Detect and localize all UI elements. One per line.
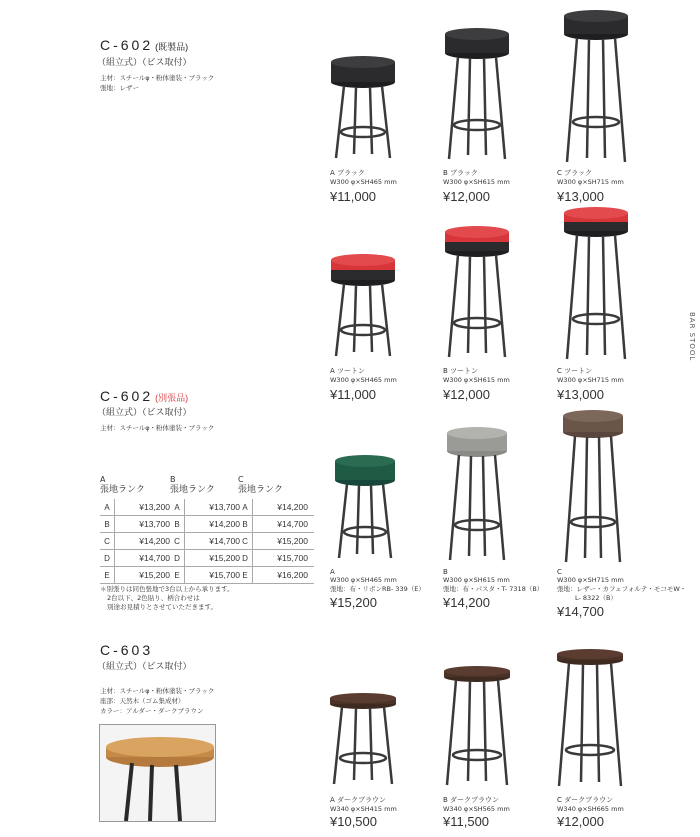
variant-name: B ダークブラウン xyxy=(443,796,500,804)
rank-letter: C xyxy=(238,475,244,484)
variant-letter: A xyxy=(330,568,335,576)
rank-price-cell: ¥14,700 xyxy=(253,516,315,533)
rank-letter-cell: B xyxy=(100,516,115,533)
table-row xyxy=(238,550,314,567)
caption-black-b xyxy=(443,168,510,204)
table-row xyxy=(170,516,246,533)
table-row xyxy=(238,499,314,516)
rank-letter-cell: B xyxy=(170,516,185,533)
material-text: 主材：スチールφ・粉体塗装・ブラック xyxy=(100,74,215,82)
rank-letter: B xyxy=(170,475,176,484)
caption-wood-c xyxy=(557,795,624,829)
variant-price: ¥14,200 xyxy=(443,595,490,610)
rank-letter-cell: E xyxy=(238,567,253,584)
rank-price-cell: ¥14,700 xyxy=(115,550,177,567)
rank-letter-cell: D xyxy=(100,550,115,567)
assembly-text: （組立式）（ビス取付） xyxy=(97,58,192,68)
rank-price-cell: ¥14,200 xyxy=(185,516,247,533)
stool-image-twotone-a xyxy=(328,252,398,362)
caption-twotone-b xyxy=(443,366,510,402)
variant-dims: W300 φ×SH615 mm xyxy=(443,576,510,584)
variant-dims: W300 φ×SH715 mm xyxy=(557,178,624,186)
variant-dims: W300 φ×SH465 mm xyxy=(330,376,397,384)
model-number: C-602 xyxy=(100,388,154,404)
rank-letter: A xyxy=(100,475,106,484)
rank-table xyxy=(238,499,314,584)
variant-name: B ツートン xyxy=(443,367,479,375)
caption-custom-c xyxy=(557,568,687,619)
variant-price: ¥13,000 xyxy=(557,387,604,402)
rank-label: 張地ランク xyxy=(170,485,215,495)
variant-dims: W300 φ×SH465 mm xyxy=(330,178,397,186)
rank-price-cell: ¥13,700 xyxy=(115,516,177,533)
variant-price: ¥14,700 xyxy=(557,604,604,619)
seat-text: 座部：天然木（ゴム集成材） xyxy=(100,697,185,705)
rank-letter-cell: A xyxy=(100,499,115,516)
side-label: BAR STOOL xyxy=(688,312,696,362)
rank-group-c xyxy=(238,475,314,584)
table-row xyxy=(100,499,176,516)
custom-note xyxy=(100,585,234,612)
caption-wood-b xyxy=(443,795,510,829)
rank-table xyxy=(170,499,246,584)
stool-image-twotone-b xyxy=(442,225,512,362)
variant-name: C ツートン xyxy=(557,367,593,375)
rank-price-cell: ¥14,200 xyxy=(115,533,177,550)
table-row xyxy=(238,516,314,533)
variant-letter: B xyxy=(443,568,448,576)
rank-group-a xyxy=(100,475,176,584)
table-row xyxy=(100,516,176,533)
variant-price: ¥11,000 xyxy=(330,189,377,204)
rank-table xyxy=(100,499,176,584)
rank-label: 張地ランク xyxy=(238,485,283,495)
variant-dims: W300 φ×SH715 mm xyxy=(557,376,624,384)
stool-image-brown-c xyxy=(560,410,626,566)
caption-twotone-a xyxy=(330,366,397,402)
rank-price-cell: ¥16,200 xyxy=(253,567,315,584)
assembly-text: （組立式）（ビス取付） xyxy=(97,408,192,418)
variant-dims: W300 φ×SH615 mm xyxy=(443,376,510,384)
caption-wood-a xyxy=(330,795,397,829)
stool-image-wood-b xyxy=(442,663,512,789)
material-text: 主材：スチールφ・粉体塗装・ブラック xyxy=(100,424,215,432)
rank-letter-cell: E xyxy=(100,567,115,584)
stool-image-black-b xyxy=(442,27,512,164)
variant-name: A ツートン xyxy=(330,367,366,375)
variant-price: ¥11,500 xyxy=(443,814,490,829)
caption-twotone-c xyxy=(557,366,624,402)
caption-black-a xyxy=(330,168,397,204)
variant-fabric: 張地：レザー・カフェフォルテ・モコモW・ xyxy=(557,585,687,593)
model-number: C-602 xyxy=(100,37,154,53)
rank-letter-cell: C xyxy=(170,533,185,550)
rank-price-cell: ¥15,200 xyxy=(185,550,247,567)
stool-image-wood-c xyxy=(554,646,626,790)
variant-dims: W300 φ×SH615 mm xyxy=(443,178,510,186)
rank-price-cell: ¥14,200 xyxy=(253,499,315,516)
table-row xyxy=(100,533,176,550)
rank-price-cell: ¥15,200 xyxy=(115,567,177,584)
caption-custom-a xyxy=(330,568,425,610)
table-row xyxy=(170,550,246,567)
rank-letter-cell: A xyxy=(238,499,253,516)
upholstery-text: 張地：レザー xyxy=(100,84,139,92)
caption-custom-b xyxy=(443,568,543,610)
variant-fabric: 張地：布・リボンRB- 339（E） xyxy=(330,585,425,593)
rank-price-cell: ¥15,700 xyxy=(185,567,247,584)
rank-letter-cell: C xyxy=(238,533,253,550)
stool-image-twotone-c xyxy=(560,207,632,363)
variant-price: ¥15,200 xyxy=(330,595,377,610)
variant-dims: W300 φ×SH465 mm xyxy=(330,576,397,584)
model-title-c602-custom xyxy=(100,388,188,404)
stool-image-black-c xyxy=(560,10,632,166)
variant-price: ¥10,500 xyxy=(330,814,377,829)
table-row xyxy=(170,533,246,550)
variant-price: ¥11,000 xyxy=(330,387,377,402)
model-kind: (別張品) xyxy=(155,393,189,403)
note-line: 2台以下、2色貼り、柄合わせは xyxy=(107,594,200,602)
variant-price: ¥12,000 xyxy=(557,814,604,829)
rank-price-cell: ¥15,700 xyxy=(253,550,315,567)
model-kind: (既製品) xyxy=(155,42,189,52)
note-line: ＊別張りは同色張地で3台以上から承ります。 xyxy=(100,585,234,593)
table-row xyxy=(238,533,314,550)
variant-name: A ブラック xyxy=(330,169,365,177)
variant-letter: C xyxy=(557,568,562,576)
rank-letter-cell: C xyxy=(100,533,115,550)
rank-label: 張地ランク xyxy=(100,485,145,495)
stool-image-green-a xyxy=(332,452,398,564)
rank-letter-cell: A xyxy=(170,499,185,516)
model-title-c602-ready xyxy=(100,37,188,53)
variant-price: ¥12,000 xyxy=(443,387,490,402)
rank-letter-cell: E xyxy=(170,567,185,584)
variant-name: C ブラック xyxy=(557,169,592,177)
color-text: カラー：アルダー・ダークブラウン xyxy=(100,707,204,715)
model-title-c603: C-603 xyxy=(100,642,154,658)
rank-letter-cell: D xyxy=(170,550,185,567)
variant-name: B ブラック xyxy=(443,169,478,177)
table-row xyxy=(170,499,246,516)
variant-price: ¥12,000 xyxy=(443,189,490,204)
table-row xyxy=(238,567,314,584)
rank-price-cell: ¥13,200 xyxy=(115,499,177,516)
rank-price-cell: ¥14,700 xyxy=(185,533,247,550)
variant-dims: W340 φ×SH565 mm xyxy=(443,805,510,813)
variant-fabric-cont: L- 8322（B） xyxy=(575,594,617,602)
rank-letter-cell: B xyxy=(238,516,253,533)
rank-price-cell: ¥15,200 xyxy=(253,533,315,550)
rank-group-b xyxy=(170,475,246,584)
assembly-text: （組立式）（ビス取付） xyxy=(97,662,192,672)
stool-image-grey-b xyxy=(444,425,510,565)
variant-dims: W340 φ×SH665 mm xyxy=(557,805,624,813)
rank-letter-cell: D xyxy=(238,550,253,567)
natural-wood-seat-image xyxy=(100,725,215,821)
table-row xyxy=(100,567,176,584)
variant-dims: W340 φ×SH415 mm xyxy=(330,805,397,813)
material-text: 主材：スチールφ・粉体塗装・ブラック xyxy=(100,687,215,695)
variant-fabric: 張地：布・パスタ・T- 7318（B） xyxy=(443,585,544,593)
variant-name: C ダークブラウン xyxy=(557,796,614,804)
stool-image-wood-a xyxy=(328,690,398,788)
variant-dims: W300 φ×SH715 mm xyxy=(557,576,624,584)
variant-price: ¥13,000 xyxy=(557,189,604,204)
table-row xyxy=(100,550,176,567)
caption-black-c xyxy=(557,168,624,204)
rank-price-cell: ¥13,700 xyxy=(185,499,247,516)
seat-closeup-photo xyxy=(99,724,216,822)
variant-name: A ダークブラウン xyxy=(330,796,387,804)
table-row xyxy=(170,567,246,584)
note-line: 別途お見積りとさせていただきます。 xyxy=(107,603,217,611)
stool-image-black-a xyxy=(328,54,398,164)
